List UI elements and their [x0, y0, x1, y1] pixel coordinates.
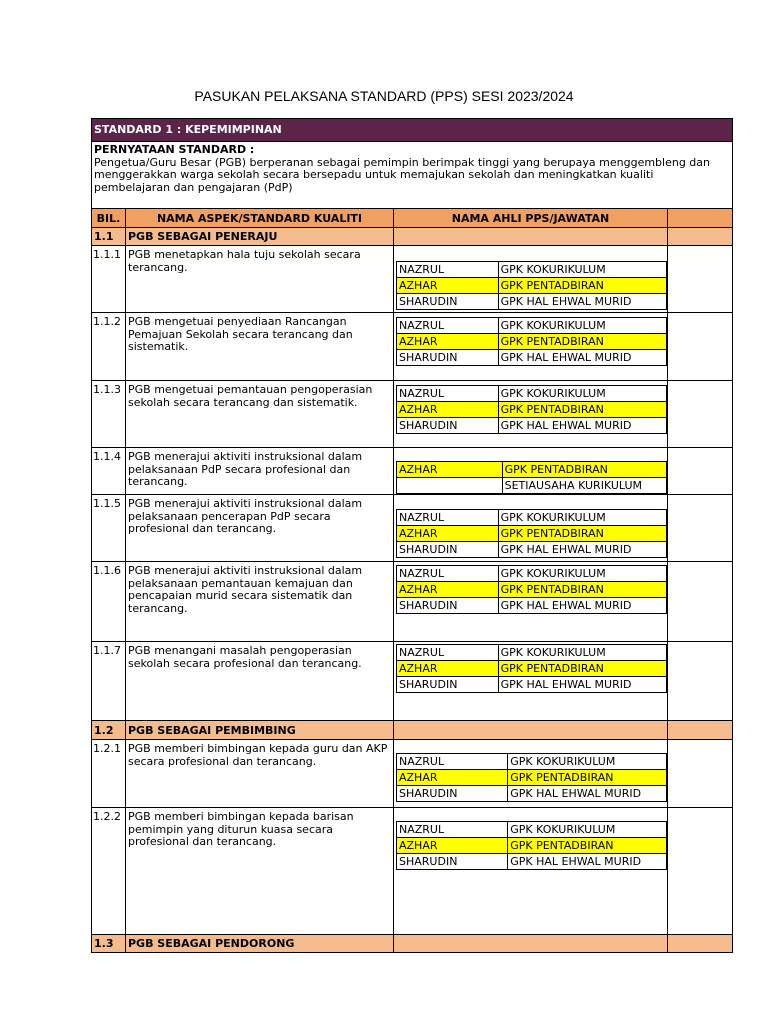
item-description: PGB menerajui aktiviti instruksional dalam pelaksanaan pemantauan kemajuan dan pencapaian murid secara sistematik dan terancang.: [126, 562, 394, 641]
member-row: [397, 526, 667, 542]
member-name: AZHAR: [397, 402, 499, 418]
item-empty: [668, 246, 732, 312]
item-members-cell: [394, 448, 668, 494]
item-description: PGB menerajui aktiviti instruksional dalam pelaksanaan pencerapan PdP secara profesional dan terancang.: [126, 495, 394, 561]
member-row: [397, 294, 667, 310]
member-position: GPK HAL EHWAL MURID: [508, 854, 667, 870]
member-row: [397, 677, 667, 693]
section-number: 1.2: [92, 721, 126, 739]
section-empty: [394, 228, 668, 245]
member-position: GPK PENTADBIRAN: [508, 838, 667, 854]
member-position: GPK HAL EHWAL MURID: [498, 677, 666, 693]
member-position: SETIAUSAHA KURIKULUM: [502, 478, 666, 494]
member-name: SHARUDIN: [397, 677, 499, 693]
document-title: PASUKAN PELAKSANA STANDARD (PPS) SESI 2023/2024: [194, 88, 574, 104]
members-table: [396, 461, 667, 494]
member-row: [397, 754, 667, 770]
member-name: NAZRUL: [397, 386, 499, 402]
statement-body: Pengetua/Guru Besar (PGB) berperanan sebagai pemimpin berimpak tinggi yang berupaya menggembleng dan menggerakkan warga sekolah secara bersepadu untuk memajukan sekolah dan meningkatkan kualiti pembelajaran dan pengajaran (PdP): [94, 155, 711, 194]
item-empty: [668, 808, 732, 934]
item-description: PGB memberi bimbingan kepada barisan pemimpin yang diturun kuasa secara profesional dan terancang.: [126, 808, 394, 934]
member-position: GPK HAL EHWAL MURID: [498, 418, 666, 434]
item-members-cell: [394, 381, 668, 447]
section-empty: [668, 935, 732, 952]
member-position: GPK PENTADBIRAN: [498, 334, 666, 350]
members-table: [396, 509, 667, 558]
item-empty: [668, 642, 732, 720]
section-number: 1.3: [92, 935, 126, 952]
item-number: 1.1.7: [92, 642, 126, 720]
member-row: [397, 262, 667, 278]
header-ahli: NAMA AHLI PPS/JAWATAN: [394, 209, 668, 227]
member-name: NAZRUL: [397, 510, 499, 526]
member-name: SHARUDIN: [397, 854, 508, 870]
members-table: [396, 317, 667, 366]
member-row: [397, 645, 667, 661]
member-row: [397, 334, 667, 350]
member-position: GPK KOKURIKULUM: [498, 386, 666, 402]
member-name: AZHAR: [397, 334, 499, 350]
table-row: [91, 246, 733, 313]
item-empty: [668, 313, 732, 380]
standard-statement: [91, 142, 733, 209]
item-number: 1.2.2: [92, 808, 126, 934]
item-description: PGB memberi bimbingan kepada guru dan AKP secara profesional dan terancang.: [126, 740, 394, 807]
members-table: [396, 821, 667, 870]
member-position: GPK KOKURIKULUM: [498, 262, 666, 278]
item-number: 1.1.1: [92, 246, 126, 312]
member-name: SHARUDIN: [397, 294, 499, 310]
member-name: SHARUDIN: [397, 786, 508, 802]
section-row: [91, 228, 733, 246]
standard-header: STANDARD 1 : KEPEMIMPINAN: [91, 118, 733, 142]
member-position: GPK KOKURIKULUM: [498, 510, 666, 526]
member-name: SHARUDIN: [397, 542, 499, 558]
member-row: [397, 402, 667, 418]
item-members-cell: [394, 808, 668, 934]
member-position: GPK PENTADBIRAN: [508, 770, 667, 786]
member-position: GPK KOKURIKULUM: [508, 822, 667, 838]
member-position: GPK KOKURIKULUM: [508, 754, 667, 770]
section-row: [91, 721, 733, 740]
member-position: GPK HAL EHWAL MURID: [498, 294, 666, 310]
member-position: GPK PENTADBIRAN: [498, 402, 666, 418]
member-name: SHARUDIN: [397, 418, 499, 434]
members-table: [396, 261, 667, 310]
section-empty: [394, 935, 668, 952]
member-row: [397, 786, 667, 802]
member-name: SHARUDIN: [397, 350, 499, 366]
item-description: PGB mengetuai penyediaan Rancangan Pemajuan Sekolah secara terancang dan sistematik.: [126, 313, 394, 380]
header-bil: BIL.: [92, 209, 126, 227]
member-row: [397, 598, 667, 614]
table-row: [91, 642, 733, 721]
member-name: NAZRUL: [397, 318, 499, 334]
members-table: [396, 644, 667, 693]
member-name: AZHAR: [397, 278, 499, 294]
member-row: [397, 478, 667, 494]
member-row: [397, 278, 667, 294]
section-empty: [668, 228, 732, 245]
item-empty: [668, 495, 732, 561]
member-position: GPK HAL EHWAL MURID: [498, 350, 666, 366]
header-aspek: NAMA ASPEK/STANDARD KUALITI: [126, 209, 394, 227]
section-title: PGB SEBAGAI PENERAJU: [126, 228, 394, 245]
section-empty: [668, 721, 732, 739]
item-number: 1.1.6: [92, 562, 126, 641]
member-name: AZHAR: [397, 838, 508, 854]
member-name: SHARUDIN: [397, 598, 499, 614]
section-title: PGB SEBAGAI PENDORONG: [126, 935, 394, 952]
member-position: GPK KOKURIKULUM: [498, 566, 666, 582]
member-row: [397, 510, 667, 526]
member-row: [397, 542, 667, 558]
header-empty: [668, 209, 732, 227]
section-row: [91, 935, 733, 953]
item-members-cell: [394, 495, 668, 561]
item-empty: [668, 381, 732, 447]
member-row: [397, 566, 667, 582]
item-description: PGB mengetuai pemantauan pengoperasian sekolah secara terancang dan sistematik.: [126, 381, 394, 447]
member-name: AZHAR: [397, 462, 503, 478]
member-name: NAZRUL: [397, 645, 499, 661]
item-members-cell: [394, 642, 668, 720]
item-empty: [668, 740, 732, 807]
member-row: [397, 661, 667, 677]
member-row: [397, 822, 667, 838]
item-empty: [668, 448, 732, 494]
member-name: NAZRUL: [397, 566, 499, 582]
member-row: [397, 838, 667, 854]
item-description: PGB menetapkan hala tuju sekolah secara terancang.: [126, 246, 394, 312]
table-row: [91, 313, 733, 381]
member-position: GPK HAL EHWAL MURID: [498, 598, 666, 614]
member-row: [397, 350, 667, 366]
member-name: AZHAR: [397, 770, 508, 786]
member-position: GPK PENTADBIRAN: [498, 661, 666, 677]
section-empty: [394, 721, 668, 739]
statement-heading: PERNYATAAN STANDARD :: [94, 143, 255, 156]
member-position: GPK HAL EHWAL MURID: [498, 542, 666, 558]
member-name: NAZRUL: [397, 262, 499, 278]
item-description: PGB menerajui aktiviti instruksional dalam pelaksanaan PdP secara profesional dan terancang.: [126, 448, 394, 494]
table-row: [91, 562, 733, 642]
table-row: [91, 808, 733, 935]
member-position: GPK KOKURIKULUM: [498, 645, 666, 661]
member-name: NAZRUL: [397, 754, 508, 770]
item-number: 1.1.3: [92, 381, 126, 447]
member-name: AZHAR: [397, 661, 499, 677]
item-members-cell: [394, 246, 668, 312]
member-name: AZHAR: [397, 526, 499, 542]
member-position: GPK PENTADBIRAN: [498, 582, 666, 598]
item-members-cell: [394, 562, 668, 641]
member-name: NAZRUL: [397, 822, 508, 838]
section-title: PGB SEBAGAI PEMBIMBING: [126, 721, 394, 739]
table-row: [91, 448, 733, 495]
member-row: [397, 386, 667, 402]
item-number: 1.1.4: [92, 448, 126, 494]
member-row: [397, 462, 667, 478]
item-number: 1.1.5: [92, 495, 126, 561]
member-position: GPK PENTADBIRAN: [498, 278, 666, 294]
members-table: [396, 565, 667, 614]
section-number: 1.1: [92, 228, 126, 245]
table-row: [91, 381, 733, 448]
member-row: [397, 582, 667, 598]
member-position: GPK PENTADBIRAN: [498, 526, 666, 542]
member-position: GPK PENTADBIRAN: [502, 462, 666, 478]
member-row: [397, 418, 667, 434]
table-header-row: [91, 209, 733, 228]
member-position: GPK HAL EHWAL MURID: [508, 786, 667, 802]
table-row: [91, 495, 733, 562]
member-row: [397, 770, 667, 786]
item-empty: [668, 562, 732, 641]
table-row: [91, 740, 733, 808]
members-table: [396, 385, 667, 434]
member-name: AZHAR: [397, 582, 499, 598]
member-row: [397, 854, 667, 870]
member-row: [397, 318, 667, 334]
member-name: [397, 478, 503, 494]
item-description: PGB menangani masalah pengoperasian sekolah secara profesional dan terancang.: [126, 642, 394, 720]
item-number: 1.1.2: [92, 313, 126, 380]
item-members-cell: [394, 313, 668, 380]
member-position: GPK KOKURIKULUM: [498, 318, 666, 334]
members-table: [396, 753, 667, 802]
item-members-cell: [394, 740, 668, 807]
item-number: 1.2.1: [92, 740, 126, 807]
